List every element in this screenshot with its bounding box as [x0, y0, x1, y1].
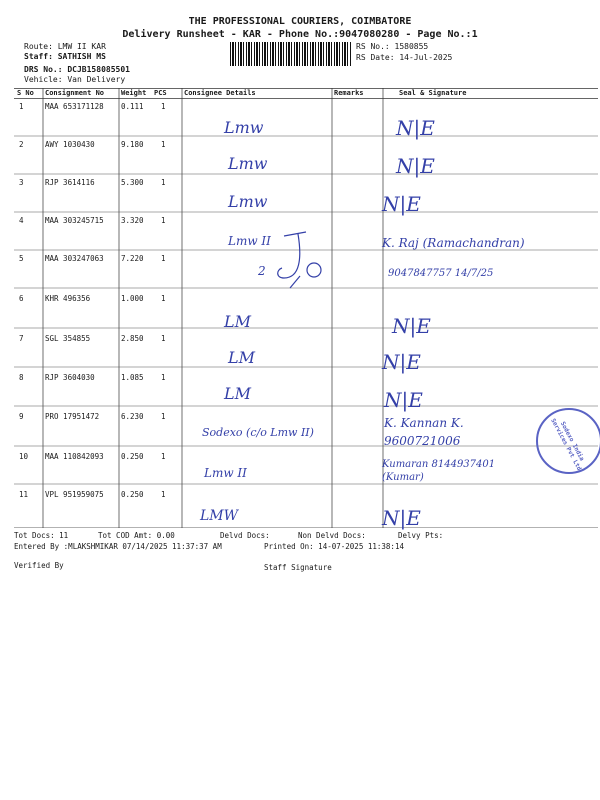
row-weight: 2.850: [121, 334, 144, 343]
row-sno: 6: [19, 294, 24, 303]
row-sno: 3: [19, 178, 24, 187]
row-consignment: RJP 3604030: [45, 373, 95, 382]
row-consignment: VPL 951959075: [45, 490, 104, 499]
row-sno: 7: [19, 334, 24, 343]
row-consignee-handwriting: 2: [258, 264, 266, 278]
row-weight: 1.000: [121, 294, 144, 303]
row-weight: 0.250: [121, 452, 144, 461]
row-consignment: MAA 303247063: [45, 254, 104, 263]
row-consignment: MAA 653171128: [45, 102, 104, 111]
row-sno: 4: [19, 216, 24, 225]
row-consignment: RJP 3614116: [45, 178, 95, 187]
col-header-weight: Weight: [121, 89, 147, 97]
rs-date: RS Date: 14-Jul-2025: [356, 53, 453, 62]
delivery-points: Delvy Pts:: [398, 531, 444, 540]
company-title: THE PROFESSIONAL COURIERS, COIMBATORE: [188, 16, 412, 27]
row-pcs: 1: [161, 373, 166, 382]
row-consignee-handwriting: Lmw: [224, 118, 264, 137]
row-signature-handwriting: N|E: [396, 116, 435, 140]
row-weight: 6.230: [121, 412, 144, 421]
row-sno: 2: [19, 140, 24, 149]
row-weight: 5.300: [121, 178, 144, 187]
delivered-docs: Delvd Docs:: [220, 531, 270, 540]
verified-by-label: Verified By: [14, 561, 64, 570]
row-consignee-handwriting: Lmw II: [228, 234, 271, 248]
row-weight: 7.220: [121, 254, 144, 263]
row-weight: 0.111: [121, 102, 144, 111]
row-consignee-handwriting: LM: [224, 312, 252, 331]
row-pcs: 1: [161, 102, 166, 111]
row-pcs: 1: [161, 412, 166, 421]
row-signature-handwriting: N|E: [382, 192, 421, 216]
row-consignee-handwriting: LM: [224, 384, 252, 403]
row-signature-handwriting: 9047847757 14/7/25: [388, 268, 494, 279]
row-weight: 3.320: [121, 216, 144, 225]
runsheet-subtitle: Delivery Runsheet - KAR - Phone No.:9047080280 - Page No.:1: [122, 29, 478, 40]
col-header-remarks: Remarks: [334, 89, 364, 97]
col-header-signature: Seal & Signature: [399, 89, 467, 97]
row-pcs: 1: [161, 254, 166, 263]
row-sno: 8: [19, 373, 24, 382]
row-weight: 1.085: [121, 373, 144, 382]
row-pcs: 1: [161, 452, 166, 461]
row-pcs: 1: [161, 294, 166, 303]
row-consignment: MAA 303245715: [45, 216, 104, 225]
row-signature-handwriting: N|E: [382, 350, 421, 374]
rs-number: RS No.: 1580855: [356, 42, 429, 51]
vehicle-label: Vehicle: Van Delivery: [24, 75, 126, 84]
total-cod-amount: Tot COD Amt: 0.00: [98, 531, 175, 540]
row-consignee-handwriting: Lmw: [228, 154, 268, 173]
route-label: Route: LMW II KAR: [24, 42, 106, 51]
staff-label: Staff: SATHISH MS: [24, 52, 106, 61]
row-signature-handwriting: K. Raj (Ramachandran): [382, 236, 525, 250]
row-sno: 9: [19, 412, 24, 421]
drs-number: DRS No.: DCJB158085501: [24, 65, 130, 74]
row-weight: 0.250: [121, 490, 144, 499]
row-weight: 9.180: [121, 140, 144, 149]
row-pcs: 1: [161, 490, 166, 499]
row-pcs: 1: [161, 216, 166, 225]
col-header-consignee: Consignee Details: [184, 89, 256, 97]
staff-signature-label: Staff Signature: [264, 563, 332, 572]
col-header-pcs: PCS: [154, 89, 167, 97]
row-signature-handwriting: K. Kannan K. 9600721006: [384, 416, 464, 448]
row-pcs: 1: [161, 334, 166, 343]
row-consignee-handwriting: Lmw: [228, 192, 268, 211]
row-consignee-handwriting: LMW: [200, 508, 239, 524]
printed-on: Printed On: 14-07-2025 11:38:14: [264, 542, 404, 551]
row-sno: 1: [19, 102, 24, 111]
row-consignment: AWY 1030430: [45, 140, 95, 149]
row-pcs: 1: [161, 140, 166, 149]
entered-by: Entered By :MLAKSHMIKAR 07/14/2025 11:37:37 AM: [14, 542, 222, 551]
row-signature-handwriting: N|E: [384, 388, 423, 412]
row-sno: 10: [19, 452, 29, 461]
row-signature-handwriting: Kumaran 8144937401 (Kumar): [382, 459, 496, 483]
total-docs: Tot Docs: 11: [14, 531, 69, 540]
row-consignment: SGL 354855: [45, 334, 91, 343]
row-pcs: 1: [161, 178, 166, 187]
row-signature-handwriting: N|E: [382, 506, 421, 530]
row-consignment: PRO 17951472: [45, 412, 100, 421]
row-consignee-handwriting: LM: [228, 348, 256, 367]
row-sno: 11: [19, 490, 29, 499]
col-header-sno: S No: [17, 89, 34, 97]
runsheet-table: [14, 88, 598, 528]
barcode: [230, 42, 352, 66]
row-consignee-handwriting: Lmw II: [204, 466, 247, 480]
row-consignee-handwriting: Sodexo (c/o Lmw II): [202, 426, 314, 439]
row-consignment: MAA 110842093: [45, 452, 104, 461]
non-delivered-docs: Non Delvd Docs:: [298, 531, 366, 540]
row-signature-handwriting: N|E: [396, 154, 435, 178]
row-sno: 5: [19, 254, 24, 263]
company-seal-stamp: [536, 408, 600, 474]
row-consignment: KHR 496356: [45, 294, 91, 303]
row-signature-handwriting: N|E: [392, 314, 431, 338]
stamp-text: Sodexo India Services Pvt Ltd: [549, 417, 586, 472]
col-header-consignment: Consignment No: [45, 89, 105, 97]
